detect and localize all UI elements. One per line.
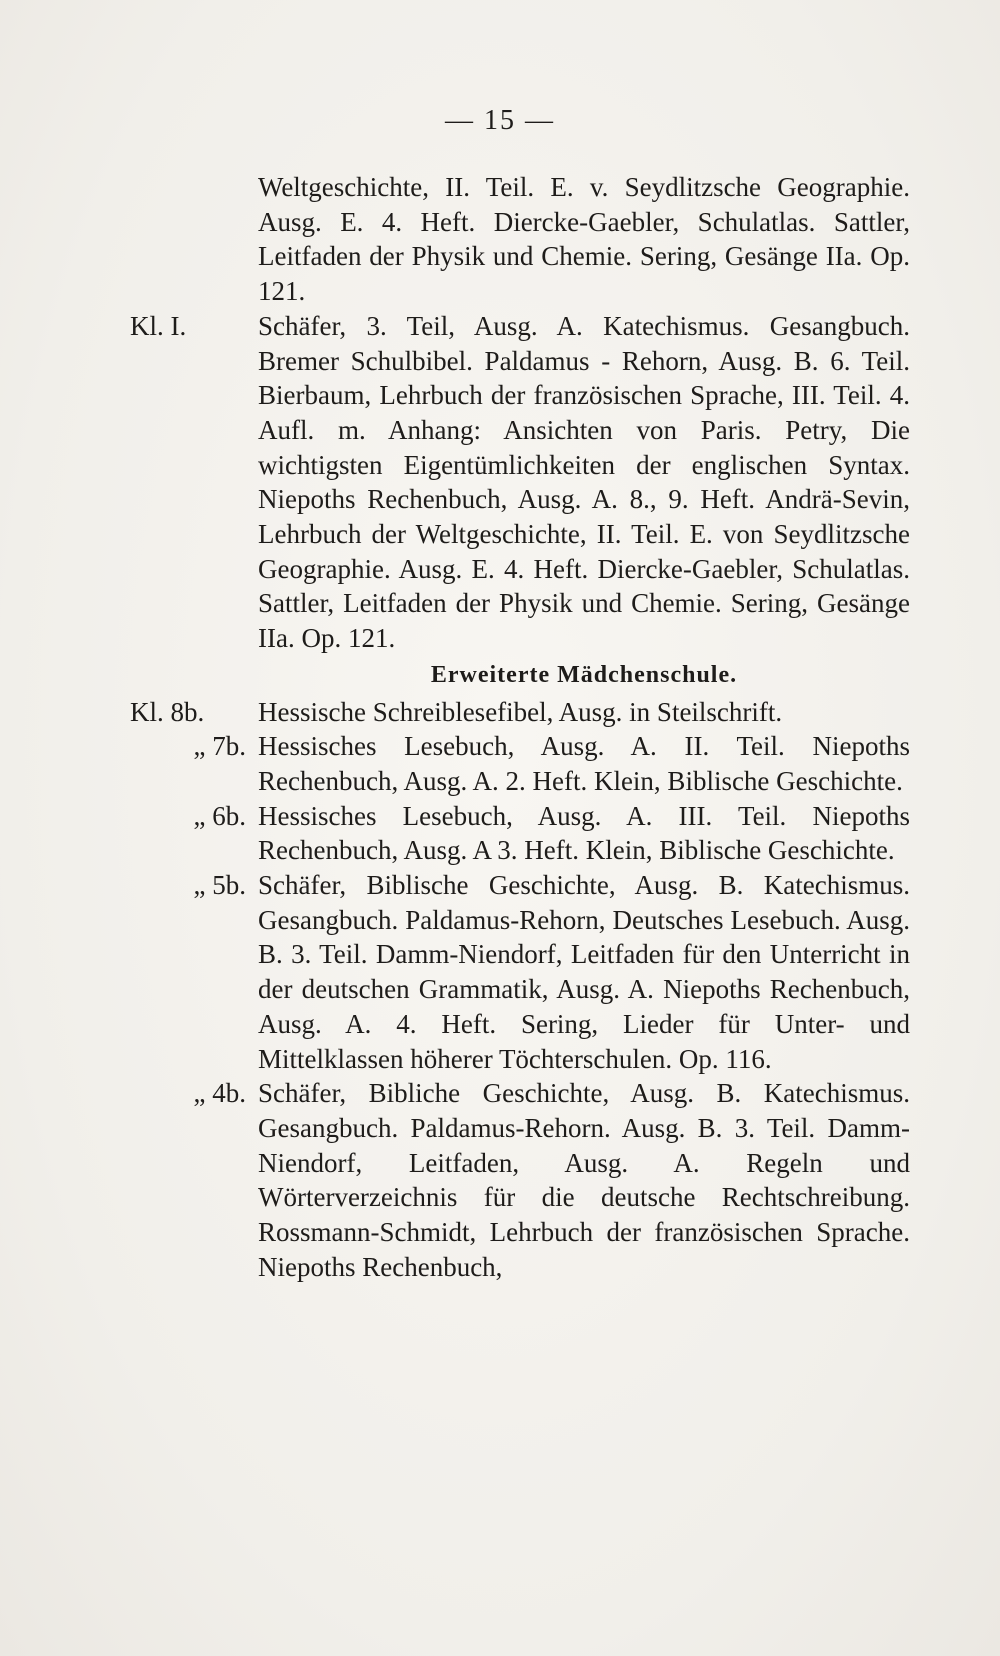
list-entry-4b [130,1076,910,1284]
entry-text: Hessische Schreiblesefibel, Ausg. in Steilschrift. [258,696,783,727]
entry-text: Hessisches Lesebuch, Ausg. A. II. Teil. Niepoths Rechenbuch, Ausg. A. 2. Heft. Klein, Biblische Geschichte. [258,731,910,796]
page-body [130,170,910,1285]
entry-text: Schäfer, 3. Teil, Ausg. A. Katechismus. Gesangbuch. Bremer Schulbibel. Paldamus - Rehorn, Ausg. B. 6. Teil. Bierbaum, Lehrbuch der französischen Sprache, III. Teil. 4. Aufl. m. Anhang: Ansichten von Paris. Petry, Die wichtigsten Eigentümlichkeiten der englischen Syntax. Niepoths Rechenbuch, Ausg. A. 8., 9. Heft. Andrä-Sevin, Lehrbuch der Weltgeschichte, II. Teil. E. von Seydlitzsche Geographie. Ausg. E. 4. Heft. Diercke-Gaebler, Schulatlas. Sattler, Leitfaden der Physik und Chemie. Sering, Gesänge IIa. Op. 121. [258,310,910,654]
entry-text: Schäfer, Biblische Geschichte, Ausg. B. Katechismus. Gesangbuch. Paldamus-Rehorn, Deutsches Lesebuch. Ausg. B. 3. Teil. Damm-Niendorf, Leitfaden für den Unterricht in der deutschen Grammatik, Ausg. A. Niepoths Rechenbuch, Ausg. A. 4. Heft. Sering, Lieder für Unter- und Mittelklassen höherer Töchterschulen. Op. 116. [258,870,910,1074]
entry-label: „ 5b. [193,870,246,901]
entry-label: Kl. I. [130,310,187,341]
entry-text: Weltgeschichte, II. Teil. E. v. Seydlitzsche Geographie. Ausg. E. 4. Heft. Diercke-Gaebler, Schulatlas. Sattler, Leitfaden der Physik und Chemie. Sering, Gesänge IIa. Op. 121. [258,172,910,307]
list-entry-kl-1 [130,309,910,656]
list-entry-continued [130,170,910,309]
section-heading: Erweiterte Mädchenschule. [430,661,738,688]
entry-text: Hessisches Lesebuch, Ausg. A. III. Teil. Niepoths Rechenbuch, Ausg. A 3. Heft. Klein, Biblische Geschichte. [258,800,910,866]
page-number: — 15 — [445,105,555,136]
list-entry-6b [130,799,910,868]
list-entry-5b [130,868,910,1076]
entry-label: Kl. 8b. [130,696,205,727]
entry-label: „ 7b. [193,731,246,762]
entry-label: „ 6b. [193,800,246,831]
entry-label: „ 4b. [193,1078,246,1109]
list-entry-7b [130,729,910,798]
entry-text: Schäfer, Bibliche Geschichte, Ausg. B. Katechismus. Gesangbuch. Paldamus-Rehorn. Ausg. B. 3. Teil. Damm-Niendorf, Leitfaden, Ausg. A. Regeln und Wörterverzeichnis für die deutsche Rechtschreibung. Rossmann-Schmidt, Lehrbuch der französischen Sprache. Niepoths Rechenbuch, [258,1078,910,1282]
list-entry-kl-8b [130,695,910,730]
